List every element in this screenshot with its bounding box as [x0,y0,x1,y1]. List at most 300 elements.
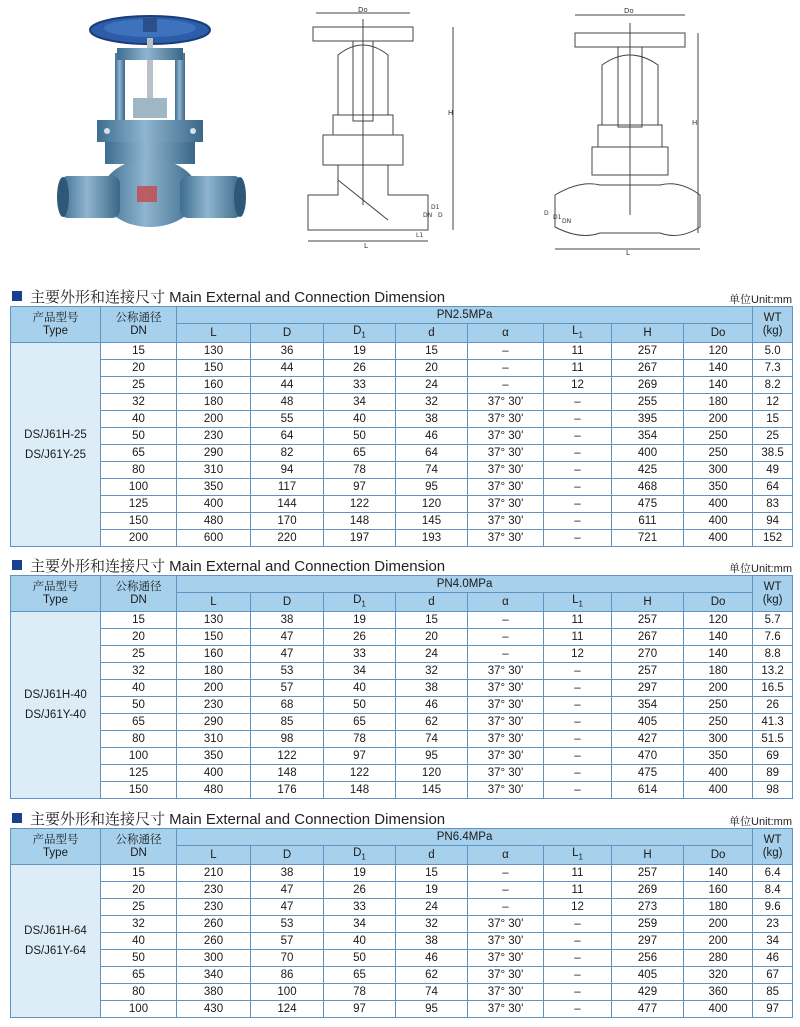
col-l1-header [544,324,612,343]
type-header-en: Type [43,593,68,606]
table-cell: 400 [684,782,753,799]
table-cell: 257 [612,343,684,360]
table-cell: 259 [612,916,684,933]
table-cell: 11 [544,343,612,360]
drawing1-dn-label: DN [423,212,433,219]
dn-header-cn: 公称通径 [115,311,162,324]
col-l1-header [544,593,612,612]
table-cell: 15 [396,343,468,360]
table-cell: 25 [101,377,177,394]
col-l1-main: L [572,325,579,337]
table-cell: 200 [684,916,753,933]
type-line: DS/J61Y-25 [25,448,86,461]
table-cell: 38 [396,411,468,428]
wt-header-label: WT [763,580,782,593]
table-cell: 32 [396,663,468,680]
table-cell: 260 [177,916,251,933]
table-row [11,916,793,933]
table-cell: 53 [251,916,324,933]
col-d-header: D [251,846,324,865]
table-cell: 80 [101,462,177,479]
table-cell: 260 [177,933,251,950]
drawing1-l-label: L [364,242,368,250]
wt-header-label: WT [763,311,782,324]
table-cell: 124 [251,1001,324,1018]
table-cell: – [468,646,544,663]
table-cell: 269 [612,882,684,899]
table-cell: 100 [101,748,177,765]
table-row [11,629,793,646]
table-cell: 15 [396,865,468,882]
table-row [11,984,793,1001]
table-cell: 95 [396,1001,468,1018]
table-cell: 145 [396,513,468,530]
table-cell: 400 [684,496,753,513]
table-cell: 180 [177,663,251,680]
table-cell: 470 [612,748,684,765]
table-cell: – [544,411,612,428]
table-cell: – [544,731,612,748]
table-cell: 40 [324,680,396,697]
table-cell: 26 [324,360,396,377]
table-cell: 46 [396,950,468,967]
table-row [11,530,793,547]
table-cell: 98 [251,731,324,748]
table-cell: 94 [251,462,324,479]
table-row [11,612,793,629]
section-header [10,286,792,306]
table-cell: 144 [251,496,324,513]
table-cell: 78 [324,462,396,479]
table-cell: 19 [324,865,396,882]
table-cell: 19 [324,612,396,629]
dn-header-cn: 公称通径 [115,833,162,846]
col-l-header: L [177,846,251,865]
table-cell: 37° 30' [468,1001,544,1018]
table-cell: 47 [251,629,324,646]
table-cell: 160 [684,882,753,899]
table-cell: 152 [753,530,793,547]
col-l1-sub: 1 [578,852,583,862]
table-cell: 83 [753,496,793,513]
table-cell: 78 [324,984,396,1001]
table-cell: – [544,1001,612,1018]
col-l1-sub: 1 [578,330,583,340]
table-cell: 125 [101,765,177,782]
table-cell: 65 [101,445,177,462]
table-row [11,343,793,360]
table-row [11,950,793,967]
type-cell [11,612,101,799]
table-cell: 37° 30' [468,513,544,530]
table-cell: 37° 30' [468,530,544,547]
type-line: DS/J61H-64 [24,925,87,938]
table-cell: 74 [396,462,468,479]
table-cell: 62 [396,714,468,731]
table-cell: 97 [324,748,396,765]
table-cell: 70 [251,950,324,967]
table-cell: 85 [753,984,793,1001]
table-cell: 250 [684,697,753,714]
table-cell: – [544,765,612,782]
table-cell: 33 [324,899,396,916]
table-cell: – [544,984,612,1001]
table-cell: 405 [612,714,684,731]
drawing1-d1-label: D1 [431,204,440,211]
table-cell: 148 [324,513,396,530]
table-cell: 310 [177,731,251,748]
table-cell: 37° 30' [468,697,544,714]
table-cell: 350 [177,479,251,496]
table-cell: 95 [396,479,468,496]
table-cell: 480 [177,513,251,530]
table-cell: 32 [101,394,177,411]
table-cell: 37° 30' [468,479,544,496]
table-cell: 150 [101,782,177,799]
table-cell: 150 [101,513,177,530]
table-cell: 400 [177,496,251,513]
table-cell: 148 [251,765,324,782]
table-cell: 40 [101,933,177,950]
table-cell: 65 [324,714,396,731]
col-h-header: H [612,593,684,612]
table-cell: 62 [396,967,468,984]
table-cell: 33 [324,377,396,394]
col-d1-main: D [353,594,362,606]
dn-header-cn: 公称通径 [115,580,162,593]
table-cell: 267 [612,360,684,377]
table-cell: 40 [324,933,396,950]
table-cell: 380 [177,984,251,1001]
table-cell: 51.5 [753,731,793,748]
table-cell: – [544,697,612,714]
table-cell: 273 [612,899,684,916]
table-cell: 36 [251,343,324,360]
table-cell: 5.7 [753,612,793,629]
table-cell: 200 [684,411,753,428]
table-cell: 38 [396,680,468,697]
table-cell: 256 [612,950,684,967]
table-cell: 12 [544,899,612,916]
table-cell: 37° 30' [468,748,544,765]
table-cell: 82 [251,445,324,462]
table-cell: 475 [612,765,684,782]
section-header [10,808,792,828]
table-cell: 15 [396,612,468,629]
table-row [11,714,793,731]
table-cell: 50 [101,428,177,445]
table-cell: 611 [612,513,684,530]
table-cell: 40 [101,411,177,428]
table-cell: 20 [396,629,468,646]
table-cell: 340 [177,967,251,984]
wt-header-unit: (kg) [762,324,783,337]
table-cell: 400 [684,765,753,782]
table-cell: 400 [684,1001,753,1018]
table-cell: 8.2 [753,377,793,394]
table-cell: 20 [101,882,177,899]
dn-header-en: DN [130,593,147,606]
table-cell: 230 [177,882,251,899]
table-cell: 122 [324,496,396,513]
col-l-header: L [177,593,251,612]
table-cell: 354 [612,697,684,714]
unit-label: 单位Unit:mm [729,563,792,575]
table-cell: 267 [612,629,684,646]
table-cell: 38 [251,865,324,882]
table-cell: 230 [177,697,251,714]
table-cell: 150 [177,360,251,377]
table-cell: 468 [612,479,684,496]
table-cell: 300 [177,950,251,967]
table-cell: 360 [684,984,753,1001]
type-line: DS/J61Y-40 [25,709,86,722]
table-cell: 47 [251,899,324,916]
table-cell: 97 [324,1001,396,1018]
dimension-table [10,828,793,1018]
table-cell: 200 [684,933,753,950]
dimension-section-1 [10,286,792,547]
valve-photo [55,8,250,248]
table-cell: 37° 30' [468,411,544,428]
table-cell: 25 [753,428,793,445]
table-cell: – [468,377,544,394]
col-do-header: Do [684,846,753,865]
table-cell: 180 [684,394,753,411]
table-cell: – [468,865,544,882]
col-alpha-header: α [468,324,544,343]
table-cell: 37° 30' [468,663,544,680]
valve-drawing-2 [540,5,710,255]
dn-header-en: DN [130,324,147,337]
table-cell: – [544,513,612,530]
table-row [11,933,793,950]
table-cell: – [468,360,544,377]
type-header-en: Type [43,846,68,859]
type-header-cn: 产品型号 [32,580,79,593]
col-d-header: D [251,593,324,612]
table-cell: 50 [324,950,396,967]
table-cell: 57 [251,680,324,697]
table-row [11,360,793,377]
table-cell: 11 [544,882,612,899]
dn-header [101,829,177,865]
table-cell: 38 [251,612,324,629]
table-cell: 150 [177,629,251,646]
table-cell: 230 [177,899,251,916]
table-cell: 200 [177,680,251,697]
wt-header [753,307,793,343]
header-illustrations [0,0,800,260]
table-cell: 26 [324,882,396,899]
type-header-en: Type [43,324,68,337]
table-cell: 257 [612,865,684,882]
table-cell: 55 [251,411,324,428]
table-row [11,731,793,748]
drawing2-dn-label: DN [562,218,572,225]
table-cell: 37° 30' [468,731,544,748]
table-cell: 297 [612,933,684,950]
col-alpha-header: α [468,593,544,612]
table-row [11,462,793,479]
drawing1-do-label: Do [358,6,368,14]
table-cell: 721 [612,530,684,547]
table-cell: 160 [177,377,251,394]
table-cell: 9.6 [753,899,793,916]
table-row [11,765,793,782]
table-cell: 32 [396,916,468,933]
table-cell: 395 [612,411,684,428]
table-cell: – [544,663,612,680]
drawing2-do-label: Do [624,7,634,15]
table-cell: 47 [251,646,324,663]
table-cell: 80 [101,731,177,748]
table-cell: 270 [612,646,684,663]
table-cell: 12 [544,646,612,663]
table-cell: 11 [544,629,612,646]
col-l1-main: L [572,594,579,606]
table-cell: 65 [101,714,177,731]
table-cell: 64 [396,445,468,462]
table-row [11,479,793,496]
table-cell: 97 [324,479,396,496]
table-cell: 32 [101,663,177,680]
table-cell: – [544,496,612,513]
wt-header [753,829,793,865]
table-row [11,748,793,765]
col-l1-main: L [572,847,579,859]
col-d1-sub: 1 [361,599,366,609]
table-cell: 120 [396,496,468,513]
unit-label: 单位Unit:mm [729,294,792,306]
table-cell: 480 [177,782,251,799]
type-cell [11,343,101,547]
table-cell: 100 [251,984,324,1001]
drawing2-l-label: L [626,249,630,255]
col-l1-header [544,846,612,865]
col-h-header: H [612,846,684,865]
drawing2-d-label: D [544,210,549,217]
table-row [11,496,793,513]
table-cell: 257 [612,663,684,680]
table-cell: 49 [753,462,793,479]
table-cell: 12 [544,377,612,394]
table-cell: 74 [396,984,468,1001]
table-cell: 350 [177,748,251,765]
table-cell: 425 [612,462,684,479]
table-cell: 180 [684,663,753,680]
table-cell: 37° 30' [468,428,544,445]
table-cell: – [544,394,612,411]
table-cell: 37° 30' [468,765,544,782]
col-h-header: H [612,324,684,343]
pressure-header: PN4.0MPa [177,576,753,593]
table-cell: 400 [684,530,753,547]
drawing1-h-label: H [448,109,454,117]
table-cell: 86 [251,967,324,984]
col-d1-main: D [353,325,362,337]
table-cell: 429 [612,984,684,1001]
table-cell: 46 [396,697,468,714]
section-header [10,555,792,575]
dn-header [101,576,177,612]
table-cell: – [468,343,544,360]
table-cell: 614 [612,782,684,799]
table-row [11,411,793,428]
table-cell: 170 [251,513,324,530]
table-cell: 200 [177,411,251,428]
table-cell: 400 [684,513,753,530]
table-cell: 25 [101,899,177,916]
table-cell: 94 [753,513,793,530]
table-cell: 37° 30' [468,967,544,984]
table-cell: – [544,479,612,496]
table-cell: 24 [396,377,468,394]
col-small-d-header: d [396,846,468,865]
table-cell: – [544,680,612,697]
section-bullet [12,291,22,301]
table-cell: 230 [177,428,251,445]
table-cell: – [544,714,612,731]
table-cell: 95 [396,748,468,765]
table-cell: 37° 30' [468,950,544,967]
table-cell: 120 [684,612,753,629]
table-cell: 7.3 [753,360,793,377]
table-cell: 41.3 [753,714,793,731]
table-cell: 67 [753,967,793,984]
type-header-cn: 产品型号 [32,311,79,324]
col-l-header: L [177,324,251,343]
table-cell: 48 [251,394,324,411]
table-cell: 20 [101,629,177,646]
table-cell: 37° 30' [468,916,544,933]
table-cell: – [544,933,612,950]
table-row [11,680,793,697]
table-cell: 37° 30' [468,445,544,462]
dimension-section-2 [10,555,792,799]
table-cell: 20 [396,360,468,377]
table-cell: 310 [177,462,251,479]
table-cell: 148 [324,782,396,799]
table-cell: 34 [753,933,793,950]
type-cell [11,865,101,1018]
table-cell: 15 [753,411,793,428]
table-cell: 400 [177,765,251,782]
table-cell: – [468,899,544,916]
table-cell: 120 [396,765,468,782]
table-cell: 5.0 [753,343,793,360]
drawing1-l1-label: L1 [416,232,424,239]
table-cell: 16.5 [753,680,793,697]
drawing2-h-label: H [692,119,698,127]
table-cell: 34 [324,394,396,411]
drawing1-d-label: D [438,212,443,219]
table-cell: 405 [612,967,684,984]
table-cell: 140 [684,360,753,377]
table-cell: 65 [324,445,396,462]
table-cell: – [544,916,612,933]
col-d1-header [324,324,396,343]
section-title: 主要外形和连接尺寸 Main External and Connection Dimension [30,558,446,575]
pressure-header: PN2.5MPa [177,307,753,324]
table-cell: 37° 30' [468,933,544,950]
table-cell: 117 [251,479,324,496]
table-cell: – [544,748,612,765]
section-bullet [12,813,22,823]
table-cell: 32 [101,916,177,933]
col-small-d-header: d [396,324,468,343]
table-cell: 350 [684,479,753,496]
